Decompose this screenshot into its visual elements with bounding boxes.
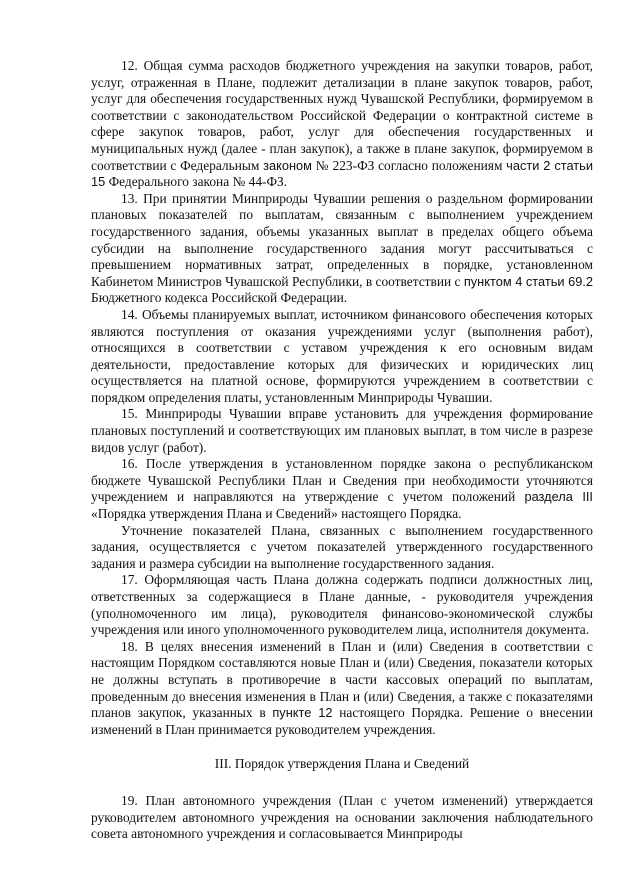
- paragraph-text: 12. Общая сумма расходов бюджетного учреждения на закупки товаров, работ, услуг, отраженная в Плане, подлежит детализации в плане закупок товаров, работ, услуг для обеспечения государственных нужд Чувашской Республики, формируемом в соответствии с законодательством Российской Федерации о контрактной системе в сфере закупок товаров, работ, услуг для обеспечения государственных и муниципальных нужд (далее - план закупок), а также в плане закупок, формируемом в соответствии с Федеральным: [91, 58, 593, 173]
- paragraph-text: № 223-ФЗ согласно положениям: [311, 157, 507, 173]
- paragraph-text: Бюджетного кодекса Российской Федерации.: [91, 290, 348, 306]
- section-iii-link[interactable]: раздела III: [524, 489, 593, 505]
- clause-12-link[interactable]: пункте 12: [272, 705, 333, 721]
- paragraph-17: 17. Оформляющая часть Плана должна содержать подписи должностных лиц, ответственных за содержащиеся в Плане данные, - руководителя учреждения (уполномоченного им лица), руководителя финансово-экономической службы учреждения или иного уполномоченного руководителем лица, исполнителя документа.: [91, 572, 593, 638]
- clause-4-article-69-2-link[interactable]: пунктом 4 статьи 69.2: [463, 273, 593, 289]
- paragraph-16: [91, 456, 593, 522]
- paragraph-15: 15. Минприроды Чувашии вправе установить для учреждения формирование плановых поступлений и соответствующих им плановых выплат, в том числе в разрезе видов услуг (работ).: [91, 406, 593, 455]
- part-2-article-15-link[interactable]: части 2 статьи 15: [91, 157, 593, 190]
- paragraph-12: [91, 58, 593, 191]
- paragraph-16-continued: Уточнение показателей Плана, связанных с выполнением государственного задания, осуществляется с учетом показателей утвержденного государственного задания и размера субсидии на выполнение государственного задания.: [91, 522, 593, 571]
- paragraph-text: Федерального закона № 44-ФЗ.: [105, 174, 288, 190]
- document-body: [91, 58, 593, 843]
- paragraph-text: 16. После утверждения в установленном порядке закона о республиканском бюджете Чувашской Республики План и Сведения при необходимости уточняются учреждением и направляются на утверждение с учетом положений: [91, 456, 593, 505]
- paragraph-14: 14. Объемы планируемых выплат, источником финансового обеспечения которых являются поступления от оказания учреждениями услуг (выполнения работ), относящихся в соответствии с уставом учреждения к его основным видам деятельности, предоставление которых для физических и юридических лиц осуществляется на платной основе, формируются учреждением в соответствии с порядком определения платы, установленным Минприроды Чувашии.: [91, 306, 593, 405]
- paragraph-text: 18. В целях внесения изменений в План и (или) Сведения в соответствии с настоящим Порядком составляются новые План и (или) Сведения, показатели которых не должны вступать в противоречие в части кассовых операций по выплатам, проведенным до внесения изменения в План и (или) Сведения, а также с показателями планов закупок, указанных в: [91, 638, 593, 721]
- law-223-link[interactable]: законом: [263, 157, 312, 173]
- paragraph-text: 13. При принятии Минприроды Чувашии решения о раздельном формировании плановых показателей по выплатам, связанным с выполнением учреждением государственного задания, объемы указанных выплат в пределах общего объема субсидии на выполнение государственного задания могут рассчитываться с превышением нормативных затрат, определенных в порядке, установленном Кабинетом Министров Чувашской Республики, в соответствии с: [91, 190, 593, 289]
- paragraph-18: [91, 639, 593, 739]
- paragraph-19: 19. План автономного учреждения (План с учетом изменений) утверждается руководителем автономного учреждения на основании заключения наблюдательного совета автономного учреждения и согласовывается Минприроды: [91, 792, 593, 842]
- paragraph-13: [91, 191, 593, 307]
- paragraph-text: настоящего Порядка. Решение о внесении изменений в План принимается руководителем учреждения.: [91, 705, 593, 737]
- paragraph-text: «Порядка утверждения Плана и Сведений» настоящего Порядка.: [91, 506, 462, 522]
- section-heading: III. Порядок утверждения Плана и Сведений: [214, 756, 470, 772]
